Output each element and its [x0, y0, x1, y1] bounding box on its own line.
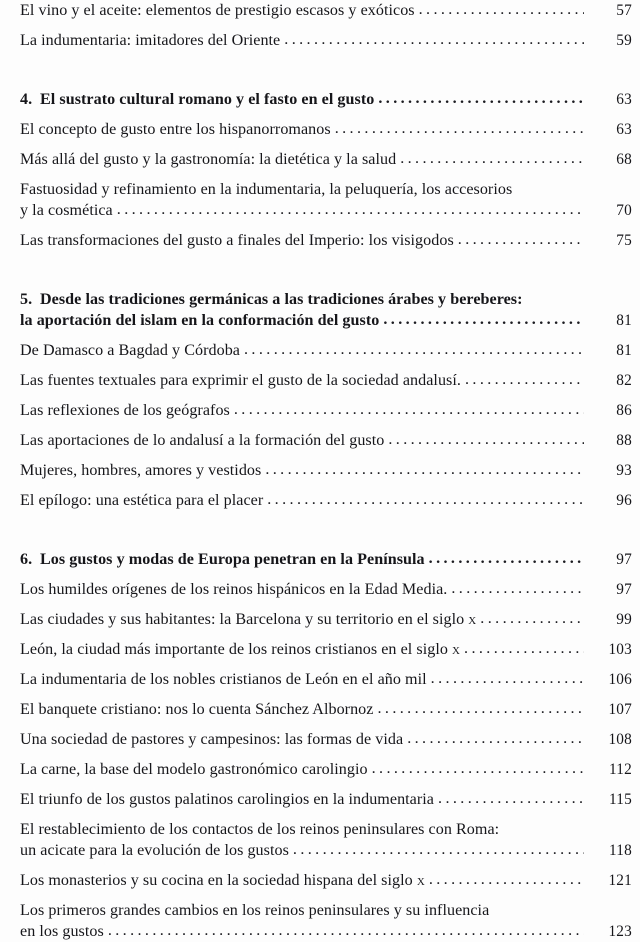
dot-leader	[458, 229, 584, 250]
entry-title-line: Fastuosidad y refinamiento en la indumentaria, la peluquería, los accesorios	[20, 181, 513, 198]
page-number: 63	[616, 121, 632, 138]
page-number: 97	[616, 581, 632, 598]
entry-title: Las fuentes textuales para exprimir el gusto de la sociedad andalusí.	[20, 372, 461, 389]
entry-title: un acicate para la evolución de los gustos	[20, 842, 289, 859]
entry-title: Los humildes orígenes de los reinos hispánicos en la Edad Media.	[20, 581, 448, 598]
entry-title: Los monasterios y su cocina en la sociedad hispana del siglo x	[20, 872, 425, 889]
toc-entry[interactable]	[20, 0, 632, 21]
toc-entry-row[interactable]	[20, 840, 632, 861]
chapter-entry[interactable]	[20, 289, 632, 331]
toc-entry-row[interactable]	[20, 789, 632, 810]
dot-leader	[429, 548, 584, 569]
toc-entry-row[interactable]	[20, 0, 632, 21]
dot-leader	[438, 788, 584, 809]
toc-entry-row[interactable]	[20, 89, 632, 110]
dot-leader	[108, 920, 584, 941]
page-number: 82	[616, 372, 632, 389]
toc-entry-row[interactable]	[20, 921, 632, 942]
dot-leader	[429, 869, 584, 890]
dot-leader	[419, 0, 584, 20]
dot-leader	[244, 339, 584, 360]
entry-title-line	[20, 289, 632, 310]
page-number: 68	[616, 151, 632, 168]
chapter-entry[interactable]	[20, 549, 632, 570]
toc-entry[interactable]	[20, 789, 632, 810]
dot-leader	[400, 148, 584, 169]
toc-entry[interactable]	[20, 819, 632, 861]
page-number: 70	[616, 202, 632, 219]
toc-entry-row[interactable]	[20, 870, 632, 891]
page-number: 93	[616, 462, 632, 479]
chapter-number: 4.	[20, 91, 33, 108]
toc-entry[interactable]	[20, 729, 632, 750]
dot-leader	[480, 608, 584, 629]
dot-leader	[265, 459, 584, 480]
toc-entry[interactable]	[20, 609, 632, 630]
toc-entry-row[interactable]	[20, 370, 632, 391]
toc-entry-row[interactable]	[20, 230, 632, 251]
entry-title: El triunfo de los gustos palatinos carolingios en la indumentaria	[20, 791, 435, 808]
toc-entry[interactable]	[20, 30, 632, 51]
toc-entry[interactable]	[20, 900, 632, 942]
toc-entry-row[interactable]	[20, 669, 632, 690]
chapter-title: Desde las tradiciones germánicas a las tradiciones árabes y bereberes:	[40, 291, 523, 308]
entry-title: El vino y el aceite: elementos de prestigio escasos y exóticos	[20, 2, 415, 19]
entry-title: La carne, la base del modelo gastronómico carolingio	[20, 761, 368, 778]
entry-title: Más allá del gusto y la gastronomía: la dietética y la salud	[20, 151, 397, 168]
chapter-title-text: El sustrato cultural romano y el fasto en el gusto	[40, 91, 375, 108]
page-number: 115	[609, 791, 632, 808]
toc-entry[interactable]	[20, 340, 632, 361]
dot-leader	[383, 309, 584, 330]
entry-title: El concepto de gusto entre los hispanorromanos	[20, 121, 331, 138]
entry-title: El banquete cristiano: nos lo cuenta Sánchez Albornoz	[20, 701, 374, 718]
chapter-title	[20, 89, 374, 110]
page-number: 106	[608, 671, 632, 688]
entry-title: Las ciudades y sus habitantes: la Barcelona y su territorio en el siglo x	[20, 611, 477, 628]
page-number: 57	[616, 2, 632, 19]
toc-entry-row[interactable]	[20, 149, 632, 170]
entry-title: De Damasco a Bagdad y Córdoba	[20, 342, 240, 359]
entry-title: Una sociedad de pastores y campesinos: las formas de vida	[20, 731, 404, 748]
toc-entry-row[interactable]	[20, 30, 632, 51]
toc-entry-row[interactable]	[20, 400, 632, 421]
page-number: 59	[616, 32, 632, 49]
toc-entry[interactable]	[20, 699, 632, 720]
chapter-title	[20, 549, 425, 570]
dot-leader	[234, 399, 584, 420]
dot-leader	[451, 578, 584, 599]
page-number: 99	[616, 611, 632, 628]
toc-entry[interactable]	[20, 430, 632, 451]
dot-leader	[284, 29, 584, 50]
toc-entry[interactable]	[20, 579, 632, 600]
dot-leader	[335, 118, 584, 139]
page-number: 112	[609, 761, 632, 778]
dot-leader	[431, 668, 584, 689]
page-number: 97	[616, 551, 632, 568]
toc-entry-row[interactable]	[20, 119, 632, 140]
page-number: 103	[608, 641, 632, 658]
entry-title: La indumentaria: imitadores del Oriente	[20, 32, 281, 49]
page-number: 63	[616, 91, 632, 108]
entry-title: León, la ciudad más importante de los reinos cristianos en el siglo x	[20, 641, 461, 658]
toc-entry[interactable]	[20, 119, 632, 140]
entry-title: La indumentaria de los nobles cristianos de León en el año mil	[20, 671, 427, 688]
toc-entry-row[interactable]	[20, 460, 632, 481]
toc-entry[interactable]	[20, 669, 632, 690]
dot-leader	[293, 839, 584, 860]
entry-title: Las transformaciones del gusto a finales del Imperio: los visigodos	[20, 232, 454, 249]
dot-leader	[117, 199, 584, 220]
dot-leader	[465, 369, 584, 390]
dot-leader	[388, 429, 584, 450]
page-number: 88	[616, 432, 632, 449]
page-number: 107	[608, 701, 632, 718]
toc-entry[interactable]	[20, 460, 632, 481]
dot-leader	[407, 728, 584, 749]
entry-title: en los gustos	[20, 923, 104, 940]
page-number: 81	[616, 312, 632, 329]
entry-title: Las reflexiones de los geógrafos	[20, 402, 230, 419]
toc-entry-row[interactable]	[20, 699, 632, 720]
page-number: 96	[616, 492, 632, 509]
chapter-entry[interactable]	[20, 89, 632, 110]
dot-leader	[377, 698, 584, 719]
chapter-title-text: Los gustos y modas de Europa penetran en la Península	[40, 551, 425, 568]
entry-title: y la cosmética	[20, 202, 113, 219]
page-number: 118	[609, 842, 632, 859]
toc-entry[interactable]	[20, 400, 632, 421]
chapter-number: 5.	[20, 291, 33, 308]
chapter-number: 6.	[20, 551, 33, 568]
toc-entry[interactable]	[20, 759, 632, 780]
dot-leader	[464, 638, 584, 659]
toc-entry-row[interactable]	[20, 549, 632, 570]
toc-entry[interactable]	[20, 370, 632, 391]
page-number: 86	[616, 402, 632, 419]
page-number: 75	[616, 232, 632, 249]
toc-entry-row[interactable]	[20, 200, 632, 221]
dot-leader	[267, 489, 584, 510]
entry-title-line: Los primeros grandes cambios en los reinos peninsulares y su influencia	[20, 902, 490, 919]
toc-entry-row[interactable]	[20, 310, 632, 331]
toc-entry[interactable]	[20, 490, 632, 511]
entry-title: Mujeres, hombres, amores y vestidos	[20, 462, 262, 479]
toc-entry-row[interactable]	[20, 430, 632, 451]
toc-entry[interactable]	[20, 230, 632, 251]
toc-entry[interactable]	[20, 179, 632, 221]
toc-entry-row[interactable]	[20, 579, 632, 600]
entry-title-line: El restablecimiento de los contactos de los reinos peninsulares con Roma:	[20, 821, 500, 838]
toc-entry[interactable]	[20, 149, 632, 170]
dot-leader	[372, 758, 584, 779]
page-number: 81	[616, 342, 632, 359]
toc-entry[interactable]	[20, 639, 632, 660]
toc-entry-row[interactable]	[20, 759, 632, 780]
toc-entry-row[interactable]	[20, 490, 632, 511]
toc-entry-row[interactable]	[20, 729, 632, 750]
dot-leader	[378, 88, 584, 109]
toc-entry[interactable]	[20, 870, 632, 891]
entry-title: Las aportaciones de lo andalusí a la formación del gusto	[20, 432, 385, 449]
toc-entry-row[interactable]	[20, 340, 632, 361]
toc-entry-row[interactable]	[20, 639, 632, 660]
page-number: 108	[608, 731, 632, 748]
entry-title: El epílogo: una estética para el placer	[20, 492, 264, 509]
page-number: 123	[608, 923, 632, 940]
chapter-title: la aportación del islam en la conformación del gusto	[20, 312, 380, 329]
toc-entry-row[interactable]	[20, 609, 632, 630]
page-number: 121	[608, 872, 632, 889]
